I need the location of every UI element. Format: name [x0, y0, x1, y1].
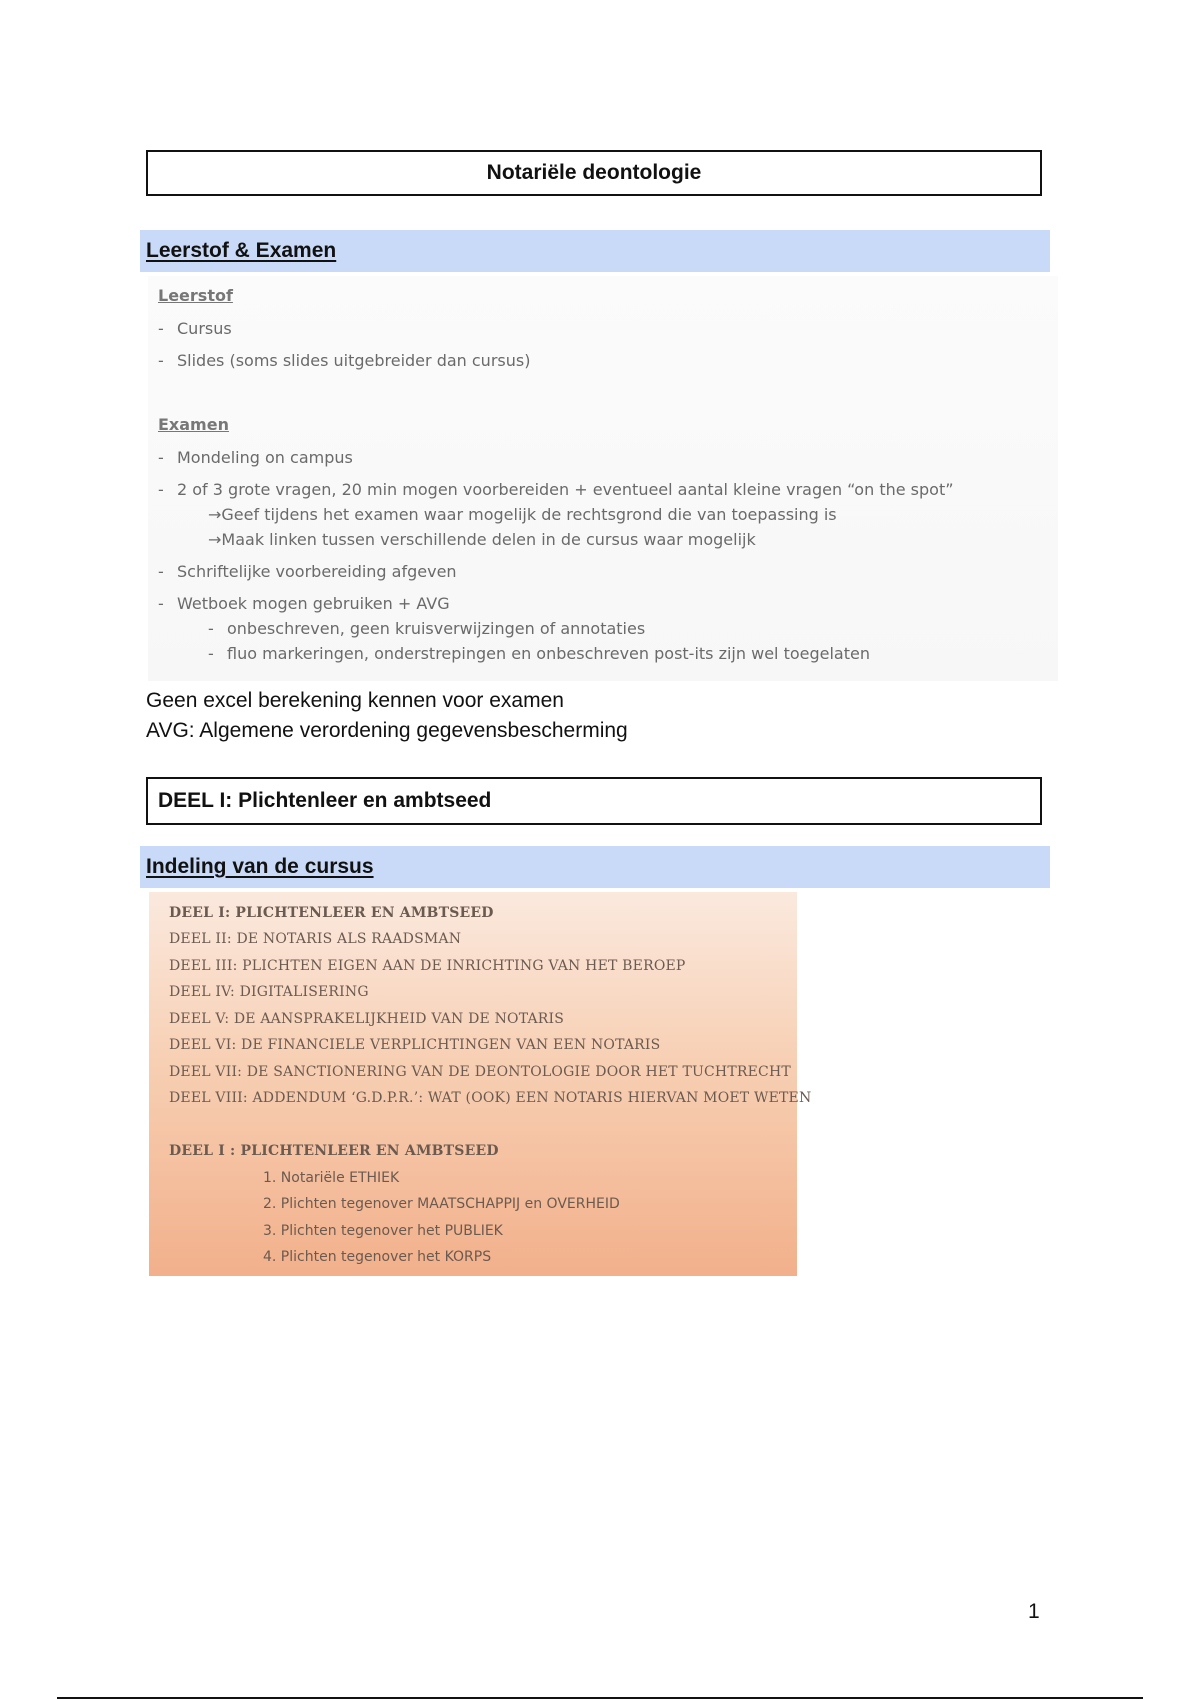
- page-number: 1: [1028, 1600, 1040, 1623]
- wetboek-sub-item: - onbeschreven, geen kruisverwijzingen of annotaties: [208, 619, 646, 638]
- section-heading-leerstof: [140, 230, 1050, 272]
- examen-subheading: Examen: [158, 415, 229, 434]
- examen-arrow-note: →Maak linken tussen verschillende delen in de cursus waar mogelijk: [208, 530, 756, 549]
- outline-deel1-item: 4. Plichten tegenover het KORPS: [263, 1249, 492, 1265]
- page-bottom-divider: [57, 1697, 1143, 1699]
- examen-item: - Schriftelijke voorbereiding afgeven: [158, 562, 457, 581]
- outline-deel1-heading: DEEL I : PLICHTENLEER EN AMBTSEED: [169, 1143, 499, 1159]
- examen-arrow-note: →Geef tijdens het examen waar mogelijk de rechtsgrond die van toepassing is: [208, 505, 837, 524]
- section-heading-leerstof-text: Leerstof & Examen: [146, 239, 337, 262]
- outline-item: DEEL VII: DE SANCTIONERING VAN DE DEONTOLOGIE DOOR HET TUCHTRECHT: [169, 1064, 791, 1080]
- note-line: AVG: Algemene verordening gegevensbescherming: [146, 719, 628, 742]
- outline-item: DEEL IV: DIGITALISERING: [169, 984, 369, 1000]
- outline-item: DEEL VIII: ADDENDUM ‘G.D.P.R.’: WAT (OOK) EEN NOTARIS HIERVAN MOET WETEN: [169, 1090, 812, 1106]
- deel-heading-box: DEEL I: Plichtenleer en ambtseed: [146, 777, 1042, 825]
- examen-item: - Mondeling on campus: [158, 448, 353, 467]
- course-outline-image: [149, 892, 812, 1276]
- examen-item: - Wetboek mogen gebruiken + AVG: [158, 594, 450, 613]
- examen-item: - 2 of 3 grote vragen, 20 min mogen voorbereiden + eventueel aantal kleine vragen “on the spot”: [158, 480, 954, 499]
- outline-item: DEEL I: PLICHTENLEER EN AMBTSEED: [169, 905, 494, 921]
- wetboek-sub-item: - fluo markeringen, onderstrepingen en onbeschreven post-its zijn wel toegelaten: [208, 644, 870, 663]
- leerstof-item: - Cursus: [158, 319, 232, 338]
- outline-item: DEEL VI: DE FINANCIELE VERPLICHTINGEN VAN EEN NOTARIS: [169, 1037, 661, 1053]
- outline-item: DEEL II: DE NOTARIS ALS RAADSMAN: [169, 931, 462, 947]
- outline-item: DEEL V: DE AANSPRAKELIJKHEID VAN DE NOTARIS: [169, 1011, 565, 1027]
- outline-deel1-item: 2. Plichten tegenover MAATSCHAPPIJ en OVERHEID: [263, 1196, 620, 1212]
- section-heading-indeling-text: Indeling van de cursus: [146, 855, 374, 878]
- document-title: Notariële deontologie: [146, 150, 1042, 196]
- note-line: Geen excel berekening kennen voor examen: [146, 689, 564, 712]
- outline-deel1-item: 1. Notariële ETHIEK: [263, 1170, 400, 1186]
- leerstof-subheading: Leerstof: [158, 286, 233, 305]
- exam-info-image: [148, 276, 1058, 681]
- leerstof-item: - Slides (soms slides uitgebreider dan cursus): [158, 351, 531, 370]
- outline-deel1-item: 3. Plichten tegenover het PUBLIEK: [263, 1223, 503, 1239]
- outline-item: DEEL III: PLICHTEN EIGEN AAN DE INRICHTING VAN HET BEROEP: [169, 958, 686, 974]
- section-heading-indeling: [140, 846, 1050, 888]
